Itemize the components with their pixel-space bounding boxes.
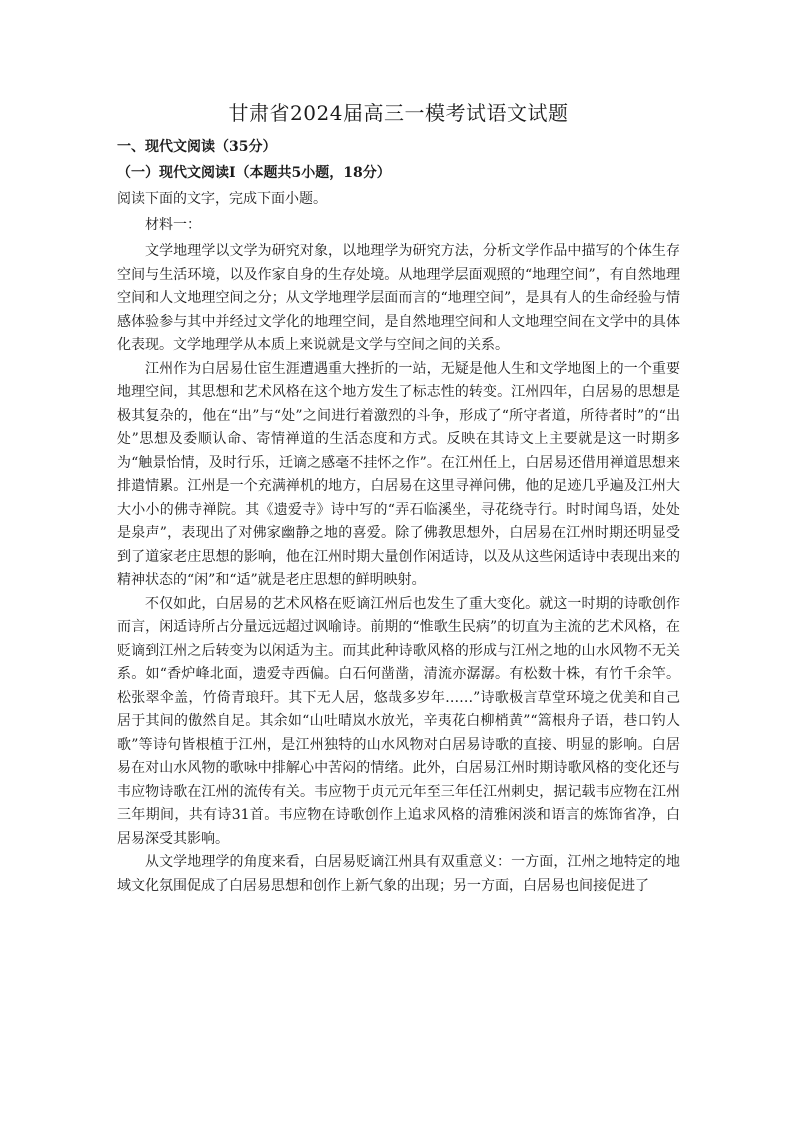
document-title: 甘肃省2024届高三一模考试语文试题 (228, 101, 569, 125)
reading-instruction: 阅读下面的文字，完成下面小题。 (117, 191, 327, 207)
paragraph-2: 江州作为白居易仕宦生涯遭遇重大挫折的一站，无疑是他人生和文学地图上的一个重要地理空间，其思想和艺术风格在这个地方发生了标志性的转变。江州四年，白居易的思想是极其复杂的，他在“出”与“处”之间进行着激烈的斗争，形成了“所守者道，所待者时”的“出处”思想及委顺认命、寄情禅道的生活态度和方式。反映在其诗文上主要就是这一时期多为“触景怡情，及时行乐，迁谪之感毫不挂怀之作”。在江州任上，白居易还借用禅道思想来排遣情累。江州是一个充满禅机的地方，白居易在这里寻禅问佛，他的足迹几乎遍及江州大大小小的佛寺禅院。其《遗爱寺》诗中写的“弄石临溪坐，寻花绕寺行。时时闻鸟语，处处是泉声”，表现出了对佛家幽静之地的喜爱。除了佛教思想外，白居易在江州时期还明显受到了道家老庄思想的影响，他在江州时期大量创作闲适诗，以及从这些闲适诗中表现出来的精神状态的“闲”和“适”就是老庄思想的鲜明映射。 (117, 360, 680, 588)
material-body (117, 240, 680, 898)
paragraph-4: 从文学地理学的角度来看，白居易贬谪江州具有双重意义：一方面，江州之地特定的地域文化氛围促成了白居易思想和创作上新气象的出现；另一方面，白居易也间接促进了 (117, 854, 680, 894)
section-heading: 一、现代文阅读（35分） (117, 139, 277, 155)
paragraph-1: 文学地理学以文学为研究对象，以地理学为研究方法，分析文学作品中描写的个体生存空间与生活环境，以及作家自身的生存处境。从地理学层面观照的“地理空间”，有自然地理空间和人文地理空间之分；从文学地理学层面而言的“地理空间”，是具有人的生命经验与情感体验参与其中并经过文学化的地理空间，是自然地理空间和人文地理空间在文学中的具体化表现。文学地理学从本质上来说就是文学与空间之间的关系。 (117, 243, 680, 353)
material-label: 材料一： (145, 217, 201, 233)
paragraph-3: 不仅如此，白居易的艺术风格在贬谪江州后也发生了重大变化。就这一时期的诗歌创作而言，闲适诗所占分量远远超过讽喻诗。前期的“惟歌生民病”的切直为主流的艺术风格，在贬谪到江州之后转变为以闲适为主。而其此种诗歌风格的形成与江州之地的山水风物不无关系。如“香炉峰北面，遗爱寺西偏。白石何凿凿，清流亦潺潺。有松数十株，有竹千余竿。松张翠伞盖，竹倚青琅玕。其下无人居，悠哉多岁年……”诗歌极言草堂环境之优美和自己居于其间的傲然自足。其余如“山吐晴岚水放光，辛夷花白柳梢黄”“篙根舟子语，巷口钓人歌”等诗句皆根植于江州，是江州独特的山水风物对白居易诗歌的直接、明显的影响。白居易在对山水风物的歌咏中排解心中苦闷的情绪。此外，白居易江州时期诗歌风格的变化还与韦应物诗歌在江州的流传有关。韦应物于贞元元年至三年任江州刺史，据记载韦应物在江州三年期间，共有诗31首。韦应物在诗歌创作上追求风格的清雅闲淡和语言的炼饰省净，白居易深受其影响。 (117, 595, 680, 847)
subsection-heading: （一）现代文阅读Ⅰ（本题共5小题，18分） (117, 165, 391, 181)
